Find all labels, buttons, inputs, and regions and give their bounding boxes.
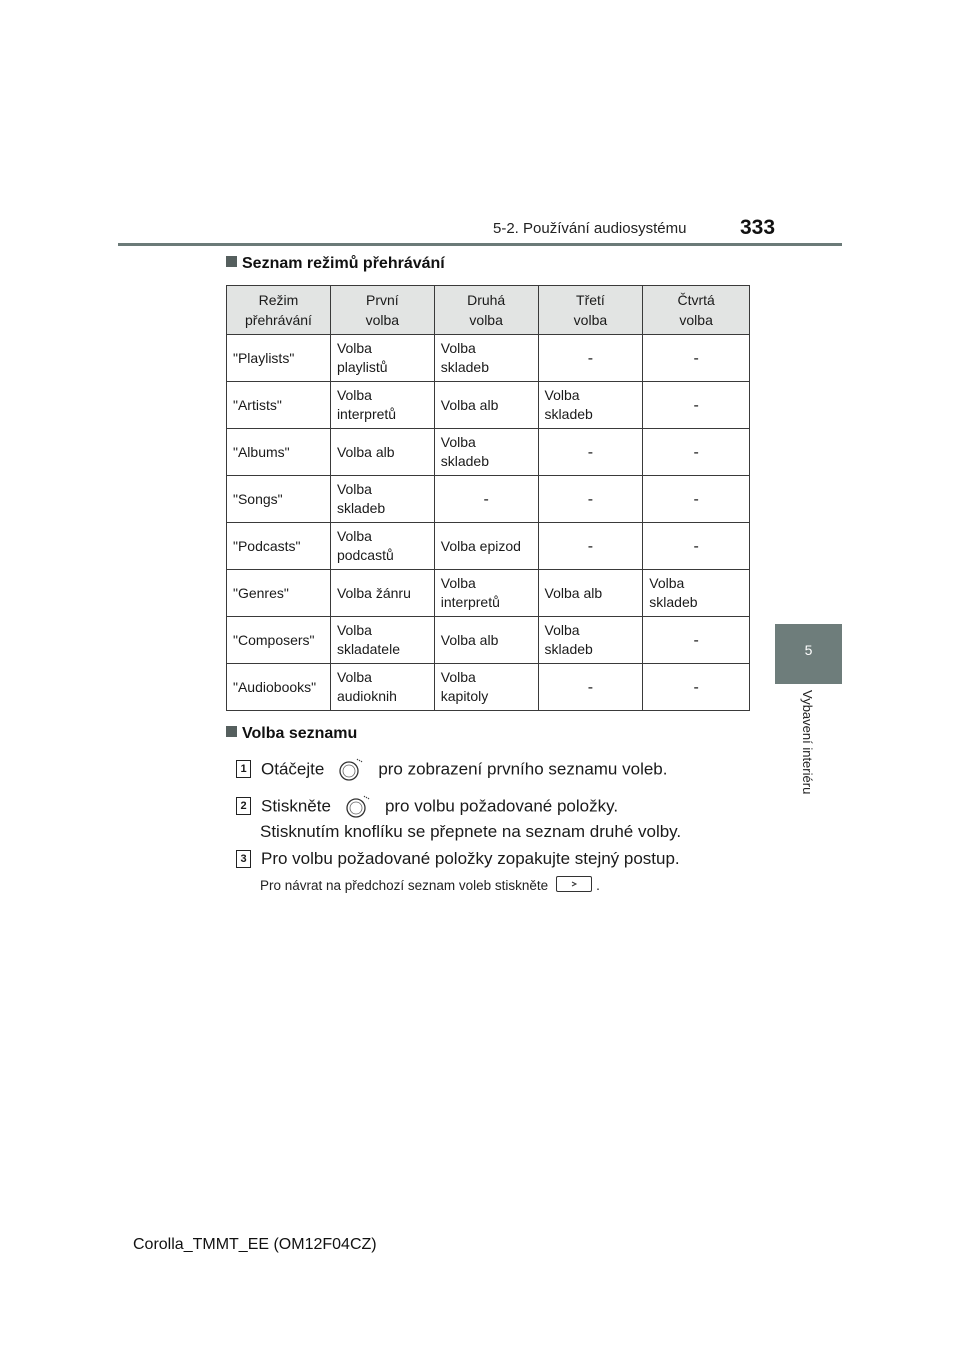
mode-cell: "Composers" [227, 617, 331, 664]
step-2 [236, 794, 618, 820]
chapter-label-text: Vybavení interiéru [800, 690, 815, 795]
tune-knob-icon [338, 757, 364, 783]
chapter-number: 5 [804, 642, 813, 658]
selection-cell: Volba alb [330, 429, 434, 476]
table-row [227, 476, 750, 523]
playback-modes-table [226, 285, 750, 711]
section-heading-list-text: Volba seznamu [242, 725, 358, 742]
header-cell: Druhá volba [434, 286, 538, 335]
mode-cell: "Songs" [227, 476, 331, 523]
mode-cell: "Artists" [227, 382, 331, 429]
header-cell: Režim přehrávání [227, 286, 331, 335]
page-number: 333 [740, 216, 776, 239]
selection-cell: Volba playlistů [330, 335, 434, 382]
table-row [227, 570, 750, 617]
selection-cell: - [643, 429, 750, 476]
header-cell: Čtvrtá volba [643, 286, 750, 335]
selection-cell: - [538, 523, 643, 570]
selection-cell: - [538, 335, 643, 382]
step-number: 3 [236, 850, 251, 868]
selection-cell: Volba podcastů [330, 523, 434, 570]
selection-cell: - [643, 476, 750, 523]
table-row [227, 335, 750, 382]
section-heading-modes-text: Seznam režimů přehrávání [242, 255, 445, 272]
selection-cell: Volba alb [434, 617, 538, 664]
table-row [227, 523, 750, 570]
section-heading-modes [226, 255, 445, 273]
step-2-after: pro volbu požadované položky. [384, 796, 619, 816]
selection-cell: Volba skladeb [434, 429, 538, 476]
step-1-before: Otáčejte [261, 759, 325, 779]
table-row [227, 382, 750, 429]
table-row [227, 429, 750, 476]
square-bullet-icon [226, 726, 237, 737]
back-note-before: Pro návrat na předchozí seznam voleb stiskněte [260, 878, 549, 893]
selection-cell: Volba skladeb [330, 476, 434, 523]
selection-cell: Volba skladeb [538, 382, 643, 429]
selection-cell: Volba alb [434, 382, 538, 429]
mode-cell: "Podcasts" [227, 523, 331, 570]
selection-cell: - [643, 617, 750, 664]
selection-cell: Volba skladeb [643, 570, 750, 617]
table-body [227, 335, 750, 711]
selection-cell: - [643, 523, 750, 570]
chapter-tab [775, 624, 842, 684]
running-header-section: 5-2. Používání audiosystému [493, 220, 687, 237]
mode-cell: "Genres" [227, 570, 331, 617]
selection-cell: Volba alb [538, 570, 643, 617]
back-note [260, 876, 600, 893]
selection-cell: Volba skladatele [330, 617, 434, 664]
mode-cell: "Playlists" [227, 335, 331, 382]
back-note-after: . [596, 878, 600, 893]
step-number: 2 [236, 797, 251, 815]
table-row [227, 617, 750, 664]
selection-cell: - [538, 429, 643, 476]
selection-cell: - [434, 476, 538, 523]
selection-cell: Volba audioknih [330, 664, 434, 711]
step-1-after: pro zobrazení prvního seznamu voleb. [378, 759, 668, 779]
selection-cell: - [643, 335, 750, 382]
footer-model-code: Corolla_TMMT_EE (OM12F04CZ) [133, 1236, 377, 1253]
selection-cell: Volba interpretů [434, 570, 538, 617]
selection-cell: Volba interpretů [330, 382, 434, 429]
selection-cell: Volba epizod [434, 523, 538, 570]
table-header-row [227, 286, 750, 335]
step-1 [236, 757, 667, 783]
selection-cell: - [643, 664, 750, 711]
header-cell: Třetí volba [538, 286, 643, 335]
step-number: 1 [236, 760, 251, 778]
selection-cell: Volba skladeb [538, 617, 643, 664]
square-bullet-icon [226, 256, 237, 267]
mode-cell: "Albums" [227, 429, 331, 476]
header-rule [118, 243, 842, 246]
selection-cell: - [538, 664, 643, 711]
mode-cell: "Audiobooks" [227, 664, 331, 711]
chapter-label [801, 690, 817, 820]
step-2-subtext: Stisknutím knoflíku se přepnete na seznam druhé volby. [260, 822, 682, 841]
selection-cell: - [643, 382, 750, 429]
step-3-text: Pro volbu požadované položky zopakujte stejný postup. [261, 849, 680, 868]
selection-cell: Volba kapitoly [434, 664, 538, 711]
header-cell: První volba [330, 286, 434, 335]
tune-knob-icon [345, 794, 371, 820]
table-row [227, 664, 750, 711]
back-button-icon [556, 876, 592, 892]
step-2-before: Stiskněte [261, 796, 331, 816]
selection-cell: - [538, 476, 643, 523]
selection-cell: Volba žánru [330, 570, 434, 617]
section-heading-list [226, 725, 357, 743]
selection-cell: Volba skladeb [434, 335, 538, 382]
step-3 [236, 849, 680, 869]
